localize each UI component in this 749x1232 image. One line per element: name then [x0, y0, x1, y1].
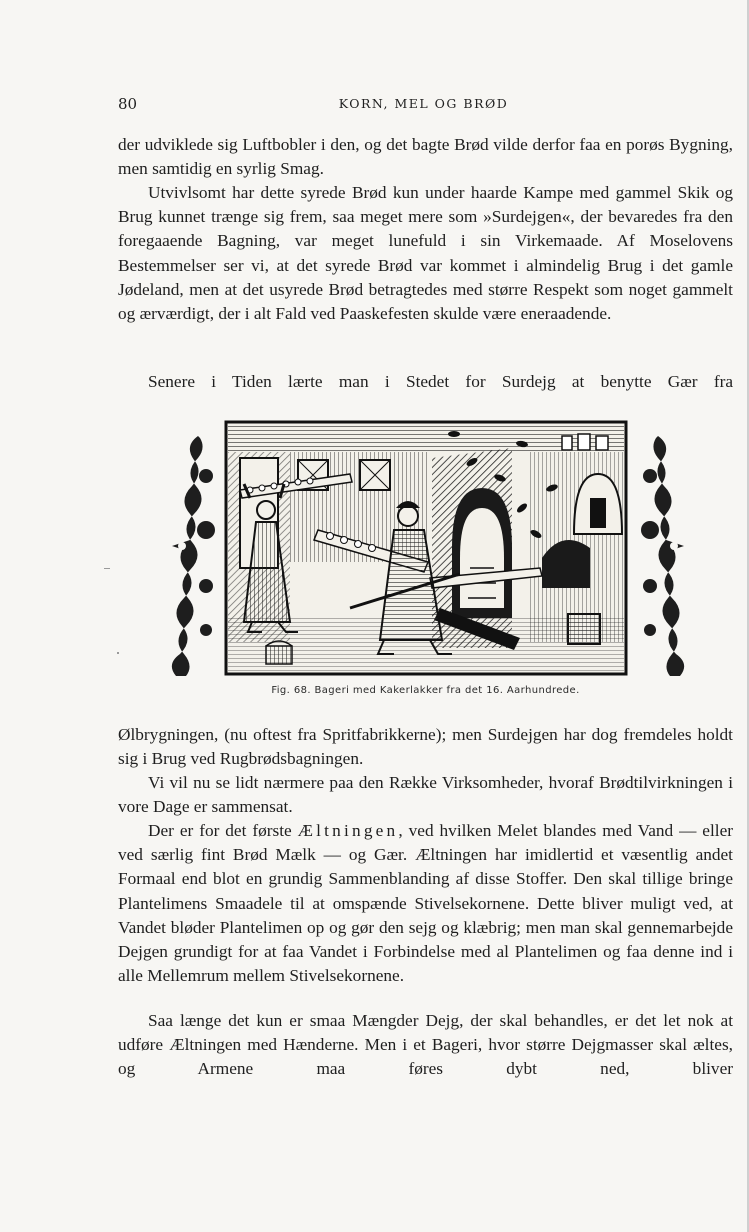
paragraph-5: Vi vil nu se lidt nærmere paa den Række Virksomheder, hvoraf Brødtilvirkningen i vore Dage er sammensat.: [118, 773, 733, 817]
spaced-term-aeltningen: Æltningen: [297, 821, 399, 840]
paragraph-1: der udviklede sig Luftbobler i den, og det bagte Brød vilde derfor faa en porøs Bygning, men samtidig en syrlig Smag.: [118, 135, 733, 179]
running-title: KORN, MEL OG BRØD: [338, 96, 509, 111]
bakery-woodcut-illustration: [170, 418, 686, 678]
paragraph-3: Senere i Tiden lærte man i Stedet for Surdejg at benytte Gær fra: [148, 372, 733, 391]
paragraph-2: Utvivlsomt har dette syrede Brød kun under haarde Kampe med gammel Skik og Brug kunnet trænge sig frem, saa meget mere som »Surdejgen«, der bevaredes fra den foregaaende Bagning, var meget lunefuld i sin Virkemaade. Af Moselovens Bestemmelser ser vi, at det syrede Brød var kommet i almindelig Brug i det gamle Jødeland, men at det usyrede Brød betragtedes med større Respekt som noget gammelt og ærværdigt, der i alt Fald ved Paaskefesten skulde være eneraadende.: [118, 183, 733, 324]
margin-dot-mark: [117, 652, 119, 654]
margin-dash-mark: [104, 568, 110, 569]
right-ornament: [641, 436, 684, 676]
paragraph-4: Ølbrygningen, (nu oftest fra Spritfabrikkerne); men Surdejgen har dog fremdeles holdt sig i Brug ved Rugbrødsbagningen.: [118, 725, 733, 769]
figure-caption: Fig. 68. Bageri med Kakerlakker fra det 16. Aarhundrede.: [271, 685, 580, 696]
page-number: 80: [118, 95, 138, 113]
paragraph-6-rest: , ved hvilken Melet blandes med Vand — eller ved særlig fint Brød Mælk — og Gær. Æltningen har imidlertid et væsentlig andet Formaal end blot en grundig Sammenblanding af disse Stoffer. Den skal tillige bringe Plantelimens Smaadele til at omspænde Stivelsekornene. Dette bliver muligt ved, at Vandet bløder Plantelimen op og gør den sejg og klæbrig; men man skal gennemarbejde Dejgen grundigt for at faa Vandet i Forbindelse med al Plantelimen og faa denne ind i alle Mellemrum mellem Stivelsekornene.: [118, 821, 733, 986]
paragraph-7: Saa længe det kun er smaa Mængder Dejg, der skal behandles, er det let nok at udføre Æltningen med Hænderne. Men i et Bageri, hvor større Dejgmasser skal æltes, og Armene maa føres dybt ned, bliver: [118, 1011, 733, 1079]
paragraph-6-start: Der er for det første: [148, 821, 298, 840]
paragraph-6: [118, 819, 733, 988]
running-header: [118, 93, 729, 117]
left-ornament: [172, 436, 215, 676]
